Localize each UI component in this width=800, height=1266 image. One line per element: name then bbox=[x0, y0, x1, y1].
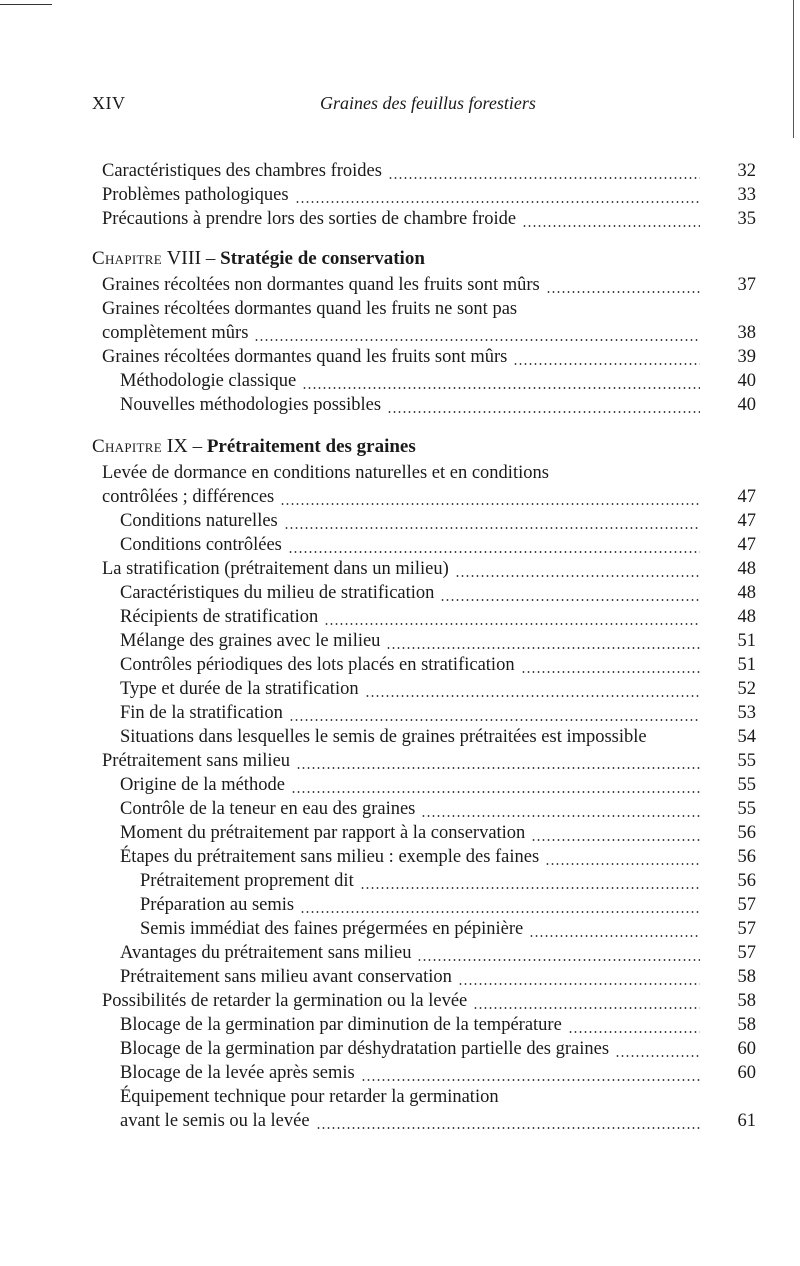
toc-entry-page: 57 bbox=[737, 895, 756, 915]
dot-leader bbox=[302, 369, 700, 393]
dot-leader bbox=[316, 1109, 700, 1133]
toc-entry[interactable] bbox=[0, 797, 800, 821]
toc-entry-page: 56 bbox=[737, 871, 756, 891]
chapter-heading-text bbox=[92, 243, 425, 274]
toc-entry[interactable] bbox=[0, 183, 800, 207]
toc-entry-title: Caractéristiques des chambres froides bbox=[102, 161, 382, 181]
toc-entry-page: 47 bbox=[737, 535, 756, 555]
chapter-title: Prétraitement des graines bbox=[206, 436, 416, 457]
dot-leader bbox=[531, 821, 700, 845]
toc-entry-title: Précautions à prendre lors des sorties de chambre froide bbox=[102, 209, 517, 229]
toc-entry-title: Conditions naturelles bbox=[120, 511, 278, 531]
toc-entry-first-line bbox=[0, 461, 800, 485]
toc-entry-title: Caractéristiques du milieu de stratification bbox=[120, 583, 435, 603]
chapter-heading[interactable] bbox=[0, 243, 800, 273]
toc-entry-page: 39 bbox=[737, 347, 756, 367]
page-folio: XIV bbox=[92, 93, 126, 113]
toc-entry[interactable] bbox=[0, 869, 800, 893]
toc-entry-title: Contrôles périodiques des lots placés en stratification bbox=[120, 655, 515, 675]
toc-entry-page: 53 bbox=[737, 703, 756, 723]
toc-entry[interactable] bbox=[0, 1013, 800, 1037]
dot-leader bbox=[288, 533, 700, 557]
dot-leader bbox=[386, 629, 700, 653]
toc-entry[interactable] bbox=[0, 917, 800, 941]
toc-entry-page: 47 bbox=[737, 511, 756, 531]
toc-entry-title: Nouvelles méthodologies possibles bbox=[120, 395, 382, 415]
toc-entry[interactable] bbox=[0, 393, 800, 417]
toc-entry[interactable] bbox=[0, 989, 800, 1013]
toc-entry-title: Semis immédiat des faines prégermées en pépinière bbox=[140, 919, 524, 939]
toc-entry-title: Préparation au semis bbox=[140, 895, 295, 915]
toc-entry-page: 35 bbox=[737, 209, 756, 229]
toc-entry[interactable] bbox=[0, 159, 800, 183]
toc-entry[interactable] bbox=[0, 369, 800, 393]
chapter-number: VIII bbox=[166, 247, 202, 269]
toc-entry-page: 57 bbox=[737, 943, 756, 963]
toc-entry-title: La stratification (prétraitement dans un milieu) bbox=[102, 559, 449, 579]
toc-entry[interactable] bbox=[0, 773, 800, 797]
dot-leader bbox=[615, 1037, 700, 1061]
toc-entry-title: Étapes du prétraitement sans milieu : exemple des faines bbox=[120, 847, 540, 867]
toc-entry-page: 52 bbox=[737, 679, 756, 699]
toc-entry-title: Possibilités de retarder la germination ou la levée bbox=[102, 991, 468, 1011]
toc-entry[interactable] bbox=[0, 1061, 800, 1085]
toc-entry-title: Problèmes pathologiques bbox=[102, 185, 289, 205]
dot-leader bbox=[254, 321, 700, 345]
dot-leader bbox=[529, 917, 700, 941]
toc-entry-title: Graines récoltées dormantes quand les fruits sont mûrs bbox=[102, 347, 508, 367]
dot-leader bbox=[455, 557, 700, 581]
toc-entry-title: Méthodologie classique bbox=[120, 371, 297, 391]
dot-leader bbox=[296, 749, 700, 773]
toc-entry-page: 33 bbox=[737, 185, 756, 205]
chapter-label: Chapitre bbox=[92, 436, 162, 457]
dot-leader bbox=[568, 1013, 700, 1037]
toc-entry-page: 55 bbox=[737, 751, 756, 771]
toc-entry[interactable] bbox=[0, 557, 800, 581]
toc-entry[interactable] bbox=[0, 581, 800, 605]
toc-entry-title: Blocage de la germination par diminution de la température bbox=[120, 1015, 562, 1035]
toc-entry[interactable] bbox=[0, 845, 800, 869]
toc-entry-page: 48 bbox=[737, 583, 756, 603]
toc-entry-page: 51 bbox=[737, 655, 756, 675]
toc-entry-title: Récipients de stratification bbox=[120, 607, 319, 627]
toc-entry[interactable] bbox=[0, 677, 800, 701]
toc-entry[interactable] bbox=[0, 653, 800, 677]
toc-entry-page: 38 bbox=[737, 323, 756, 343]
toc-entry-title: Conditions contrôlées bbox=[120, 535, 282, 555]
toc-entry-title: Blocage de la germination par déshydratation partielle des graines bbox=[120, 1039, 610, 1059]
chapter-heading-text bbox=[92, 431, 416, 462]
dot-leader bbox=[521, 653, 700, 677]
toc-entry-title: Origine de la méthode bbox=[120, 775, 285, 795]
chapter-dash: – bbox=[192, 436, 203, 457]
dot-leader bbox=[295, 183, 700, 207]
dot-leader bbox=[291, 773, 700, 797]
toc-entry-page: 37 bbox=[737, 275, 756, 295]
running-title: Graines des feuillus forestiers bbox=[320, 93, 536, 113]
toc-entry[interactable] bbox=[0, 345, 800, 369]
toc-entry[interactable] bbox=[0, 965, 800, 989]
chapter-title: Stratégie de conservation bbox=[220, 248, 425, 269]
toc-entry-page: 32 bbox=[737, 161, 756, 181]
toc-entry[interactable] bbox=[0, 509, 800, 533]
toc-entry[interactable] bbox=[0, 605, 800, 629]
page-header bbox=[92, 93, 760, 117]
toc-entry-title: Prétraitement sans milieu bbox=[102, 751, 291, 771]
toc-entry[interactable] bbox=[0, 749, 800, 773]
chapter-dash: – bbox=[205, 248, 216, 269]
toc-entry-first-line bbox=[0, 1085, 800, 1109]
toc-entry-page: 47 bbox=[737, 487, 756, 507]
toc-entry-page: 40 bbox=[737, 395, 756, 415]
toc-entry-page: 51 bbox=[737, 631, 756, 651]
toc-entry-title: Prétraitement proprement dit bbox=[140, 871, 354, 891]
toc-entry-title: contrôlées ; différences bbox=[102, 487, 275, 507]
toc-entry[interactable] bbox=[0, 1037, 800, 1061]
toc-entry-title: Avantages du prétraitement sans milieu bbox=[120, 943, 412, 963]
binding-edge-rule bbox=[793, 0, 794, 138]
toc-entry-page: 48 bbox=[737, 607, 756, 627]
dot-leader bbox=[440, 581, 700, 605]
toc-entry[interactable] bbox=[0, 821, 800, 845]
dot-leader bbox=[284, 509, 700, 533]
toc-entry[interactable] bbox=[0, 485, 800, 509]
dot-leader bbox=[387, 393, 700, 417]
toc-entry-page: 61 bbox=[737, 1111, 756, 1131]
toc-entry-page: 60 bbox=[737, 1039, 756, 1059]
toc-entry[interactable] bbox=[0, 725, 800, 749]
dot-leader bbox=[388, 159, 700, 183]
chapter-heading[interactable] bbox=[0, 431, 800, 461]
dot-leader bbox=[546, 273, 700, 297]
toc-entry-title: Prétraitement sans milieu avant conservation bbox=[120, 967, 452, 987]
toc-entry-title-line1: Graines récoltées dormantes quand les fruits ne sont pas bbox=[102, 299, 518, 319]
toc-entry-title: Graines récoltées non dormantes quand les fruits sont mûrs bbox=[102, 275, 540, 295]
toc-entry-title-line1: Équipement technique pour retarder la germination bbox=[120, 1087, 499, 1107]
toc-entry-page: 58 bbox=[737, 991, 756, 1011]
dot-leader bbox=[458, 965, 700, 989]
dot-leader bbox=[361, 1061, 700, 1085]
dot-leader bbox=[300, 893, 700, 917]
toc-entry-page: 54 bbox=[737, 727, 756, 747]
toc-entry[interactable] bbox=[0, 701, 800, 725]
dot-leader bbox=[417, 941, 700, 965]
chapter-number: IX bbox=[166, 435, 188, 457]
table-of-contents bbox=[0, 159, 800, 1133]
dot-leader bbox=[473, 989, 700, 1013]
toc-entry[interactable] bbox=[0, 321, 800, 345]
toc-entry[interactable] bbox=[0, 1109, 800, 1133]
toc-entry[interactable] bbox=[0, 273, 800, 297]
dot-leader bbox=[522, 207, 700, 231]
toc-entry-page: 55 bbox=[737, 799, 756, 819]
toc-entry[interactable] bbox=[0, 941, 800, 965]
toc-entry-title: Mélange des graines avec le milieu bbox=[120, 631, 381, 651]
toc-entry-title: Moment du prétraitement par rapport à la conservation bbox=[120, 823, 526, 843]
toc-entry-title: Fin de la stratification bbox=[120, 703, 283, 723]
dot-leader bbox=[545, 845, 700, 869]
toc-entry-title: Blocage de la levée après semis bbox=[120, 1063, 355, 1083]
toc-entry-title: Contrôle de la teneur en eau des graines bbox=[120, 799, 416, 819]
toc-entry-page: 57 bbox=[737, 919, 756, 939]
toc-entry[interactable] bbox=[0, 629, 800, 653]
toc-entry[interactable] bbox=[0, 533, 800, 557]
top-edge-rule bbox=[0, 4, 52, 5]
toc-entry-page: 56 bbox=[737, 823, 756, 843]
toc-entry-page: 60 bbox=[737, 1063, 756, 1083]
toc-entry-page: 55 bbox=[737, 775, 756, 795]
toc-entry-first-line bbox=[0, 297, 800, 321]
toc-entry-title: Type et durée de la stratification bbox=[120, 679, 359, 699]
toc-entry-page: 58 bbox=[737, 967, 756, 987]
dot-leader bbox=[360, 869, 700, 893]
toc-entry-title-line1: Levée de dormance en conditions naturelles et en conditions bbox=[102, 463, 549, 483]
toc-entry[interactable] bbox=[0, 207, 800, 231]
dot-leader bbox=[421, 797, 700, 821]
dot-leader bbox=[324, 605, 700, 629]
dot-leader bbox=[280, 485, 700, 509]
dot-leader bbox=[513, 345, 700, 369]
toc-entry-page: 58 bbox=[737, 1015, 756, 1035]
toc-entry[interactable] bbox=[0, 893, 800, 917]
toc-entry-page: 48 bbox=[737, 559, 756, 579]
toc-entry-title: avant le semis ou la levée bbox=[120, 1111, 310, 1131]
toc-entry-page: 40 bbox=[737, 371, 756, 391]
toc-entry-title: Situations dans lesquelles le semis de graines prétraitées est impossible bbox=[120, 727, 647, 747]
toc-entry-page: 56 bbox=[737, 847, 756, 867]
dot-leader bbox=[365, 677, 700, 701]
dot-leader bbox=[289, 701, 700, 725]
toc-entry-title: complètement mûrs bbox=[102, 323, 249, 343]
chapter-label: Chapitre bbox=[92, 248, 162, 269]
